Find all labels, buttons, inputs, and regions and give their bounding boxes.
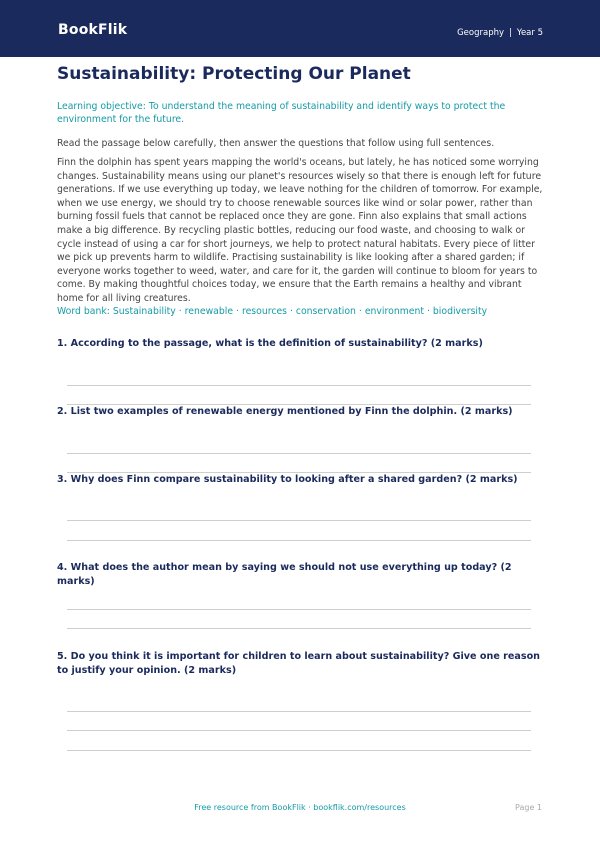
- brand-logo: BookFlik: [58, 22, 128, 38]
- page-number: Page 1: [515, 803, 542, 812]
- answer-line[interactable]: [67, 628, 531, 629]
- answer-line[interactable]: [67, 750, 531, 751]
- answer-line[interactable]: [67, 711, 531, 712]
- page-header: [0, 0, 600, 57]
- question-1: 1. According to the passage, what is the definition of sustainability? (2 marks): [57, 338, 483, 349]
- answer-line[interactable]: [67, 453, 531, 454]
- subject-label: Geography: [457, 28, 505, 38]
- question-5: 5. Do you think it is important for children to learn about sustainability? Give one reason to justify your opinion. (2 marks): [57, 651, 541, 676]
- year-label: Year 5: [516, 28, 543, 38]
- subject-year-label: [457, 28, 543, 38]
- word-bank: Word bank: Sustainability · renewable · resources · conservation · environment · biodiversity: [57, 306, 488, 317]
- question-4: 4. What does the author mean by saying we should not use everything up today? (2 marks): [57, 562, 512, 587]
- footer-credit: Free resource from BookFlik · bookflik.com/resources: [194, 803, 406, 812]
- page-title: Sustainability: Protecting Our Planet: [57, 64, 411, 84]
- answer-line[interactable]: [67, 730, 531, 731]
- answer-line[interactable]: [67, 385, 531, 386]
- answer-line[interactable]: [67, 520, 531, 521]
- answer-line[interactable]: [67, 540, 531, 541]
- reading-passage: Finn the dolphin has spent years mapping the world's oceans, but lately, he has noticed some worrying changes. Sustainability means using our planet's resources wisely so that there is enough left for future generations. If we use everything up today, we leave nothing for the children of tomorrow. For example, when we use energy, we should try to choose renewable sources like wind or solar power, rather than burning fossil fuels that cannot be replaced once they are gone. Finn also explains that small actions make a big difference. By recycling plastic bottles, reducing our food waste, and choosing to walk or cycle instead of using a car for short journeys, we help to protect natural habitats. Every piece of litter we pick up prevents harm to wildlife. Practising sustainability is like looking after a shared garden; if everyone works together to weed, water, and care for it, the garden will continue to bloom for years to come. By making thoughtful choices today, we ensure that the Earth remains a healthy and vibrant home for all living creatures.: [57, 157, 543, 304]
- instructions: Read the passage below carefully, then answer the questions that follow using full sentences.: [57, 138, 495, 149]
- separator: |: [509, 28, 512, 38]
- answer-line[interactable]: [67, 609, 531, 610]
- question-2: 2. List two examples of renewable energy mentioned by Finn the dolphin. (2 marks): [57, 406, 513, 417]
- question-3: 3. Why does Finn compare sustainability to looking after a shared garden? (2 marks): [57, 474, 518, 485]
- learning-objective: Learning objective: To understand the meaning of sustainability and identify ways to protect the environment for the future.: [57, 101, 506, 125]
